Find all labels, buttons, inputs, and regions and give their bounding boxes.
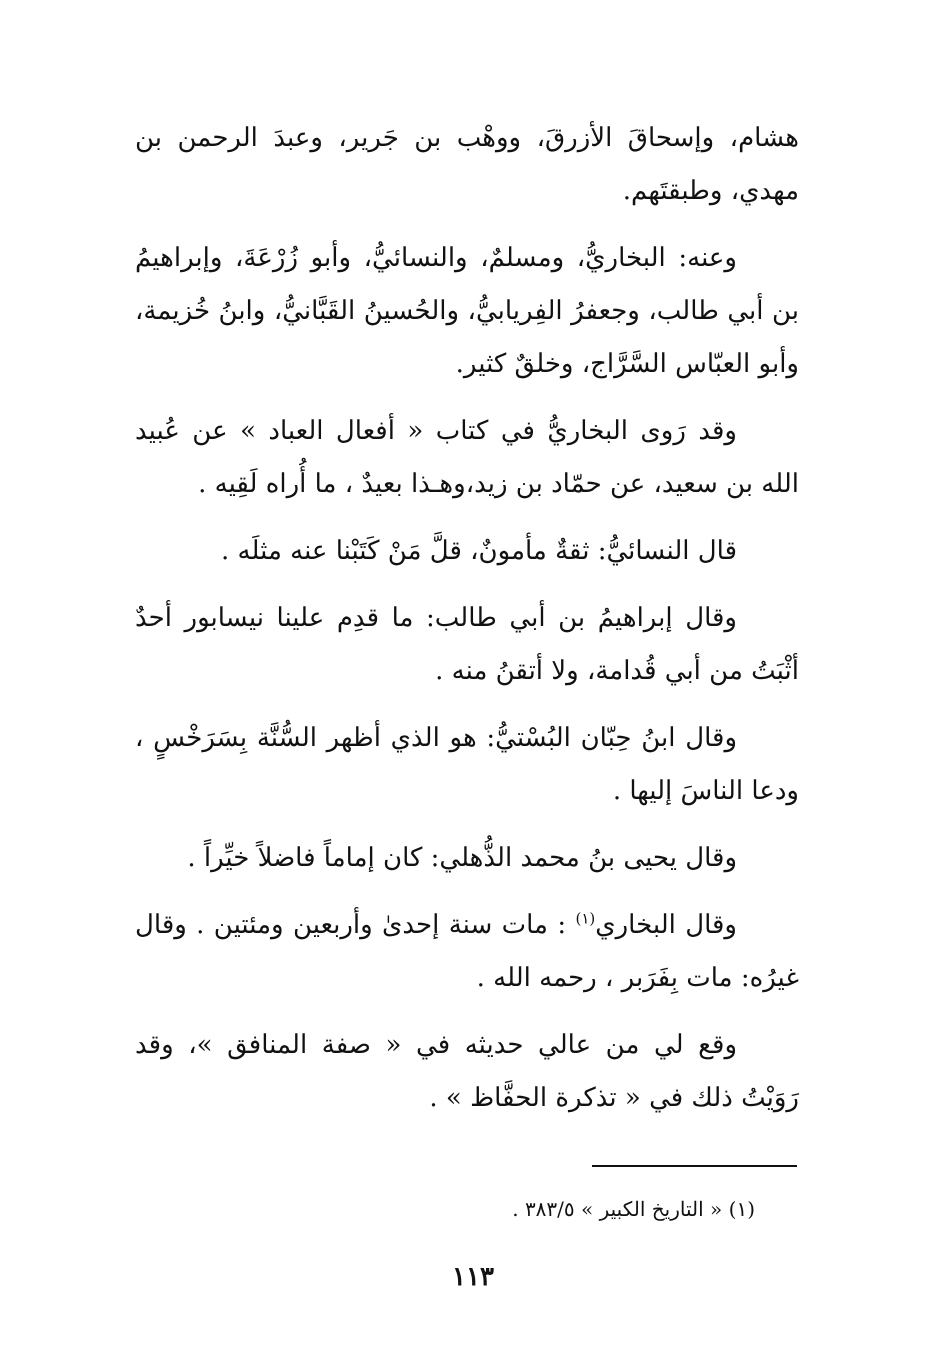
page-number: ١١٣ — [452, 1262, 494, 1292]
paragraph-8 — [135, 899, 799, 1005]
paragraph-5: وقال إبراهيمُ بن أبي طالب: ما قدِم علينا نيسابور أحدٌ أثْبَتُ من أبي قُدامة، ولا أتقنُ منه . — [135, 603, 799, 686]
paragraph-6: وقال ابنُ حِبّان البُسْتيُّ: هو الذي أظهر السُّنَّة بِسَرَخْسٍ ، ودعا الناسَ إليها . — [135, 723, 799, 806]
main-text — [135, 112, 799, 1139]
paragraph-2: وعنه: البخاريُّ، ومسلمٌ، والنسائيُّ، وأبو زُرْعَةَ، وإبراهيمُ بن أبي طالب، وجعفرُ الفِريابيُّ، والحُسينُ القَبَّانيُّ، وابنُ خُزيمة، وأبو العبّاس السَّرَّاج، وخلقٌ كثير. — [135, 243, 799, 379]
paragraph-8-end: : مات سنة إحدىٰ وأربعين ومئتين . وقال غيرُه: مات بِفَرَبر ، رحمه الله . — [135, 910, 799, 993]
paragraph-4: قال النسائيُّ: ثقةٌ مأمونٌ، قلَّ مَنْ كَتَبْنا عنه مثلَه . — [221, 536, 737, 566]
footnote-reference: (١) — [575, 909, 596, 928]
footnote: (١) « التاريخ الكبير » ٣٨٣/٥ . — [512, 1197, 755, 1221]
paragraph-7: وقال يحيى بنُ محمد الذُّهلي: كان إماماً فاضلاً خيِّراً . — [187, 843, 737, 873]
paragraph-3: وقد رَوى البخاريُّ في كتاب « أفعال العباد » عن عُبيد الله بن سعيد، عن حمّاد بن زيد،وهـذا بعيدٌ ، ما أُراه لَقِيه . — [135, 416, 799, 499]
paragraph-8-start: وقال البخاري — [595, 910, 737, 940]
paragraph-1: هشام، وإسحاقَ الأزرقَ، ووهْب بن جَرير، وعبدَ الرحمن بن مهدي، وطبقتَهم. — [135, 123, 799, 206]
footnote-divider — [592, 1165, 797, 1167]
paragraph-9: وقع لي من عالي حديثه في « صفة المنافق »، وقد رَوَيْتُ ذلك في « تذكرة الحفَّاظ » . — [135, 1030, 799, 1113]
